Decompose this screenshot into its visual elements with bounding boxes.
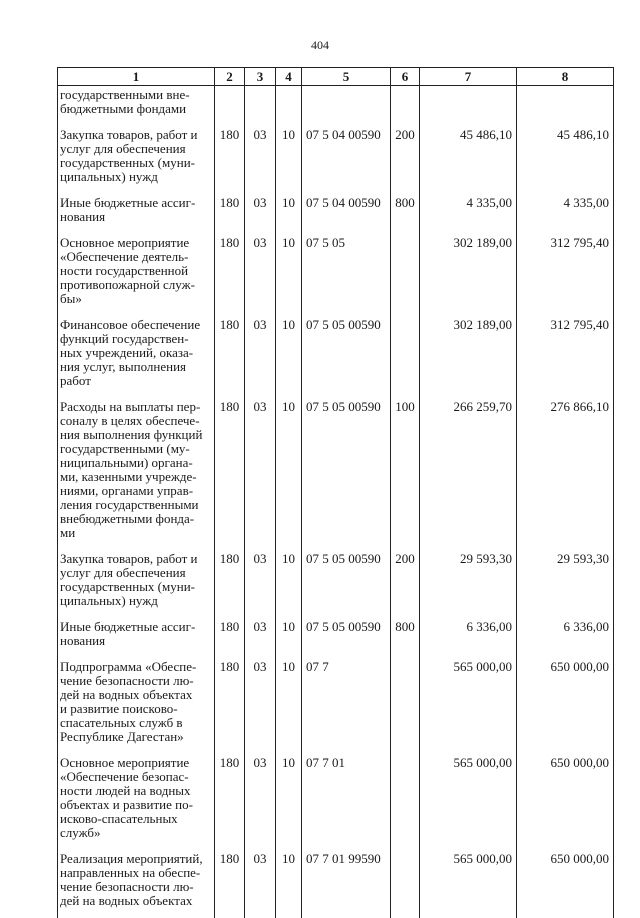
cell-col-3: 03: [245, 126, 276, 194]
cell-col-2: 180: [215, 850, 245, 918]
cell-col-6: [391, 234, 420, 316]
cell-amount-7: 565 000,00: [420, 850, 517, 918]
cell-description: [58, 86, 215, 127]
description-line: объектах и развитие по-: [60, 798, 212, 812]
description-line: ниципальными) органа-: [60, 456, 212, 470]
cell-amount-8: 312 795,40: [517, 234, 614, 316]
description-line: ципальных) нужд: [60, 170, 212, 184]
cell-col-4: [276, 86, 302, 127]
description-line: чение безопасности лю-: [60, 880, 212, 894]
cell-col-2: 180: [215, 316, 245, 398]
cell-amount-8: 276 866,10: [517, 398, 614, 550]
cell-col-6: 200: [391, 126, 420, 194]
cell-amount-7: 4 335,00: [420, 194, 517, 234]
table-row: [58, 234, 614, 316]
description-line: Закупка товаров, работ и: [60, 552, 212, 566]
description-line: услуг для обеспечения: [60, 142, 212, 156]
cell-amount-7: 29 593,30: [420, 550, 517, 618]
cell-description: [58, 234, 215, 316]
description-line: внебюджетными фонда-: [60, 512, 212, 526]
table-body: [58, 86, 614, 918]
description-line: Реализация мероприятий,: [60, 852, 212, 866]
cell-col-4: 10: [276, 194, 302, 234]
description-line: направленных на обеспе-: [60, 866, 212, 880]
column-header-6: 6: [391, 68, 420, 86]
cell-amount-8: 650 000,00: [517, 850, 614, 918]
description-line: ности государственной: [60, 264, 212, 278]
header-row: [58, 68, 614, 86]
column-header-3: 3: [245, 68, 276, 86]
description-line: чение безопасности лю-: [60, 674, 212, 688]
cell-amount-7: 6 336,00: [420, 618, 517, 658]
description-line: Иные бюджетные ассиг-: [60, 196, 212, 210]
cell-col-3: [245, 86, 276, 127]
description-line: услуг для обеспечения: [60, 566, 212, 580]
cell-amount-8: 650 000,00: [517, 658, 614, 754]
description-line: ниями, органами управ-: [60, 484, 212, 498]
column-header-2: 2: [215, 68, 245, 86]
description-line: функций государствен-: [60, 332, 212, 346]
cell-col-3: 03: [245, 550, 276, 618]
cell-amount-7: [420, 86, 517, 127]
cell-code: 07 5 04 00590: [302, 126, 391, 194]
cell-col-4: 10: [276, 316, 302, 398]
cell-col-4: 10: [276, 618, 302, 658]
table-row: [58, 658, 614, 754]
cell-col-6: 800: [391, 618, 420, 658]
cell-description: [58, 316, 215, 398]
cell-col-6: [391, 754, 420, 850]
description-line: Финансовое обеспечение: [60, 318, 212, 332]
cell-amount-7: 565 000,00: [420, 658, 517, 754]
cell-col-2: 180: [215, 618, 245, 658]
cell-code: 07 7: [302, 658, 391, 754]
description-line: Расходы на выплаты пер-: [60, 400, 212, 414]
cell-code: [302, 86, 391, 127]
table-row: [58, 754, 614, 850]
cell-col-4: 10: [276, 398, 302, 550]
description-line: Основное мероприятие: [60, 236, 212, 250]
description-line: и развитие поисково-: [60, 702, 212, 716]
cell-col-3: 03: [245, 618, 276, 658]
description-line: государственными (му-: [60, 442, 212, 456]
cell-col-4: 10: [276, 754, 302, 850]
description-line: дей на водных объектах: [60, 894, 212, 908]
description-line: бюджетными фондами: [60, 102, 212, 116]
cell-description: [58, 398, 215, 550]
column-header-5: 5: [302, 68, 391, 86]
description-line: «Обеспечение деятель-: [60, 250, 212, 264]
cell-col-3: 03: [245, 234, 276, 316]
table-row: [58, 194, 614, 234]
cell-col-6: 200: [391, 550, 420, 618]
cell-col-6: 800: [391, 194, 420, 234]
description-line: нования: [60, 210, 212, 224]
cell-col-6: [391, 86, 420, 127]
cell-col-2: 180: [215, 398, 245, 550]
cell-col-6: [391, 850, 420, 918]
cell-code: 07 5 05: [302, 234, 391, 316]
table-row: [58, 550, 614, 618]
description-line: Закупка товаров, работ и: [60, 128, 212, 142]
description-line: ния выполнения функций: [60, 428, 212, 442]
cell-col-2: 180: [215, 550, 245, 618]
cell-amount-8: [517, 86, 614, 127]
cell-col-2: 180: [215, 126, 245, 194]
cell-col-3: 03: [245, 850, 276, 918]
cell-amount-8: 6 336,00: [517, 618, 614, 658]
table-row: [58, 316, 614, 398]
cell-amount-7: 45 486,10: [420, 126, 517, 194]
description-line: Основное мероприятие: [60, 756, 212, 770]
cell-description: [58, 658, 215, 754]
description-line: соналу в целях обеспече-: [60, 414, 212, 428]
cell-code: 07 5 05 00590: [302, 618, 391, 658]
column-header-4: 4: [276, 68, 302, 86]
description-line: ния услуг, выполнения: [60, 360, 212, 374]
page-number: 404: [0, 38, 640, 53]
cell-amount-8: 312 795,40: [517, 316, 614, 398]
cell-description: [58, 618, 215, 658]
cell-amount-7: 266 259,70: [420, 398, 517, 550]
cell-code: 07 7 01 99590: [302, 850, 391, 918]
description-line: ми: [60, 526, 212, 540]
description-line: государственных (муни-: [60, 156, 212, 170]
cell-col-3: 03: [245, 754, 276, 850]
cell-code: 07 5 05 00590: [302, 316, 391, 398]
cell-code: 07 5 05 00590: [302, 398, 391, 550]
cell-col-2: 180: [215, 234, 245, 316]
cell-amount-7: 302 189,00: [420, 234, 517, 316]
cell-code: 07 7 01: [302, 754, 391, 850]
cell-col-3: 03: [245, 398, 276, 550]
cell-col-4: 10: [276, 850, 302, 918]
cell-amount-8: 4 335,00: [517, 194, 614, 234]
table-row: [58, 618, 614, 658]
description-line: ми, казенными учрежде-: [60, 470, 212, 484]
budget-table: [57, 67, 614, 918]
description-line: дей на водных объектах: [60, 688, 212, 702]
description-line: Подпрограмма «Обеспе-: [60, 660, 212, 674]
cell-col-6: [391, 658, 420, 754]
description-line: «Обеспечение безопас-: [60, 770, 212, 784]
column-header-1: 1: [58, 68, 215, 86]
cell-amount-7: 302 189,00: [420, 316, 517, 398]
description-line: ности людей на водных: [60, 784, 212, 798]
description-line: ных учреждений, оказа-: [60, 346, 212, 360]
cell-col-2: [215, 86, 245, 127]
column-header-8: 8: [517, 68, 614, 86]
table-row: [58, 398, 614, 550]
description-line: нования: [60, 634, 212, 648]
cell-amount-8: 650 000,00: [517, 754, 614, 850]
cell-col-4: 10: [276, 550, 302, 618]
description-line: исково-спасательных: [60, 812, 212, 826]
description-line: работ: [60, 374, 212, 388]
table-row: [58, 86, 614, 127]
cell-amount-8: 29 593,30: [517, 550, 614, 618]
description-line: Республике Дагестан»: [60, 730, 212, 744]
description-line: государственными вне-: [60, 88, 212, 102]
table-row: [58, 126, 614, 194]
cell-col-3: 03: [245, 316, 276, 398]
description-line: противопожарной служ-: [60, 278, 212, 292]
cell-code: 07 5 04 00590: [302, 194, 391, 234]
cell-col-4: 10: [276, 658, 302, 754]
description-line: ципальных) нужд: [60, 594, 212, 608]
cell-col-2: 180: [215, 194, 245, 234]
cell-code: 07 5 05 00590: [302, 550, 391, 618]
cell-col-4: 10: [276, 234, 302, 316]
cell-col-2: 180: [215, 658, 245, 754]
cell-description: [58, 754, 215, 850]
cell-description: [58, 126, 215, 194]
description-line: ления государственными: [60, 498, 212, 512]
cell-col-3: 03: [245, 194, 276, 234]
cell-col-6: 100: [391, 398, 420, 550]
description-line: Иные бюджетные ассиг-: [60, 620, 212, 634]
table-row: [58, 850, 614, 918]
cell-amount-8: 45 486,10: [517, 126, 614, 194]
table-header: [58, 68, 614, 86]
cell-col-6: [391, 316, 420, 398]
description-line: спасательных служб в: [60, 716, 212, 730]
description-line: бы»: [60, 292, 212, 306]
cell-description: [58, 850, 215, 918]
cell-description: [58, 550, 215, 618]
cell-description: [58, 194, 215, 234]
description-line: служб»: [60, 826, 212, 840]
cell-col-2: 180: [215, 754, 245, 850]
cell-col-4: 10: [276, 126, 302, 194]
cell-amount-7: 565 000,00: [420, 754, 517, 850]
description-line: государственных (муни-: [60, 580, 212, 594]
cell-col-3: 03: [245, 658, 276, 754]
column-header-7: 7: [420, 68, 517, 86]
